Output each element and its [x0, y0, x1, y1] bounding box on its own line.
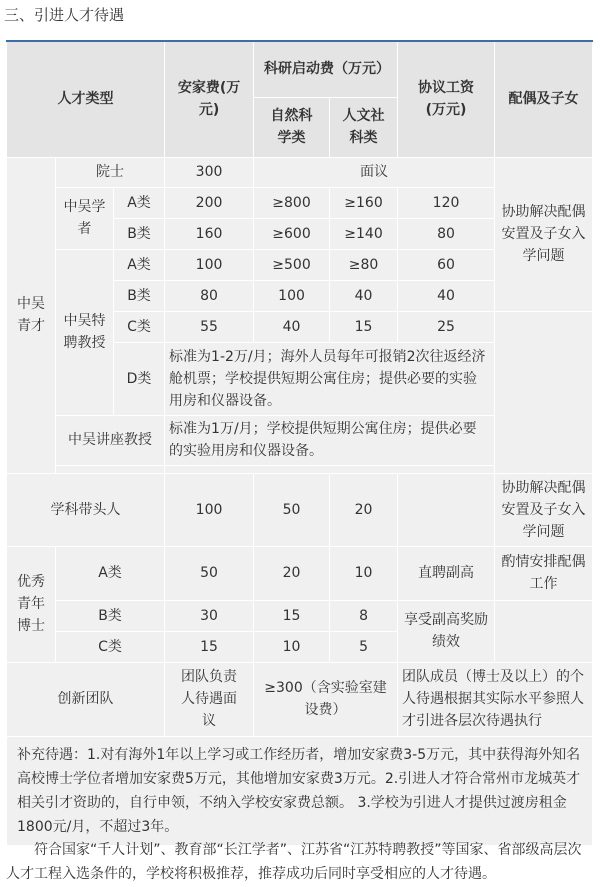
young-c-humanities: 5 [330, 631, 398, 662]
section-heading: 三、引进人才待遇 [4, 6, 125, 24]
young-a-natural: 20 [254, 546, 330, 600]
footer-paragraph: 符合国家“千人计划”、教育部“长江学者”、江苏省“江苏特聘教授”等国家、省部级高层次人才工程入选条件的，学校将积极推荐，推荐成功后同时享受相应的人才待遇。 [6, 842, 582, 882]
header-salary: 协议工资(万元) [398, 41, 495, 157]
header-research-fee: 科研启动费（万元） [254, 41, 398, 97]
young-a-settlement: 50 [165, 546, 254, 600]
benefits-table-container [6, 40, 592, 846]
professor-c-salary: 25 [398, 311, 495, 342]
supplement-note: 补充待遇：1.对有海外1年以上学习或工作经历者，增加安家费3-5万元，其中获得海外知名高校博士学位者增加安家费5万元，其他增加安家费3万元。2.引进人才符合常州市龙城英才相关引才资助的，自行申领，不纳入学校安家费总额。 3.学校为引进人才提供过渡房租金1800元/月，不超过3年。 [7, 736, 593, 845]
young-c-settlement: 15 [165, 631, 254, 662]
spouse-note-1: 协助解决配偶安置及子女入学问题 [495, 157, 593, 311]
professor-b-salary: 40 [398, 280, 495, 311]
young-bc-spouse-empty [495, 600, 593, 662]
discipline-leader-label: 学科带头人 [7, 473, 165, 546]
young-b-settlement: 30 [165, 600, 254, 631]
young-bc-salary: 享受副高奖励绩效 [398, 600, 495, 662]
young-spouse: 酌情安排配偶工作 [495, 546, 593, 600]
team-label: 创新团队 [7, 662, 165, 736]
spacer-left [56, 465, 165, 473]
academician-settlement: 300 [165, 157, 254, 187]
header-natural-science: 自然科学类 [254, 97, 330, 157]
scholar-a-class: A类 [114, 187, 165, 218]
professor-a-salary: 60 [398, 249, 495, 280]
header-humanities: 人文社科类 [330, 97, 398, 157]
professor-c-settlement: 55 [165, 311, 254, 342]
professor-a-humanities: ≥80 [330, 249, 398, 280]
young-a-class: A类 [56, 546, 165, 600]
spouse-empty-cell [495, 311, 593, 473]
spacer-right [165, 465, 495, 473]
scholar-a-settlement: 200 [165, 187, 254, 218]
zhongwu-scholar-label: 中吴学者 [56, 187, 114, 249]
scholar-b-humanities: ≥140 [330, 218, 398, 249]
benefits-table [6, 40, 593, 846]
lecture-professor-text: 标准为1万/月；学校提供短期公寓住房；提供必要的实验用房和仪器设备。 [165, 415, 495, 465]
professor-d-text: 标准为1-2万/月；海外人员每年可报销2次往返经济舱机票；学校提供短期公寓住房；提供必要的实验用房和仪器设备。 [165, 342, 495, 415]
professor-a-class: A类 [114, 249, 165, 280]
young-b-natural: 15 [254, 600, 330, 631]
professor-a-settlement: 100 [165, 249, 254, 280]
young-c-class: C类 [56, 631, 165, 662]
scholar-b-natural: ≥600 [254, 218, 330, 249]
scholar-a-natural: ≥800 [254, 187, 330, 218]
young-a-humanities: 10 [330, 546, 398, 600]
young-c-natural: 10 [254, 631, 330, 662]
header-settlement-fee: 安家费(万元) [165, 41, 254, 157]
professor-b-settlement: 80 [165, 280, 254, 311]
zhongwu-professor-label: 中吴特聘教授 [56, 249, 114, 415]
young-doctor-label: 优秀青年博士 [7, 546, 56, 662]
scholar-b-salary: 80 [398, 218, 495, 249]
professor-a-natural: ≥500 [254, 249, 330, 280]
discipline-leader-settlement: 100 [165, 473, 254, 546]
header-talent-type: 人才类型 [7, 41, 165, 157]
discipline-leader-salary [398, 473, 495, 546]
discipline-leader-humanities: 20 [330, 473, 398, 546]
young-b-class: B类 [56, 600, 165, 631]
zhongwu-qingcai-label: 中吴青才 [7, 157, 56, 473]
scholar-a-humanities: ≥160 [330, 187, 398, 218]
professor-b-class: B类 [114, 280, 165, 311]
discipline-leader-spouse: 协助解决配偶安置及子女入学问题 [495, 473, 593, 546]
team-research: ≥300（含实验室建设费） [254, 662, 398, 736]
professor-d-class: D类 [114, 342, 165, 415]
professor-c-class: C类 [114, 311, 165, 342]
discipline-leader-natural: 50 [254, 473, 330, 546]
young-b-humanities: 8 [330, 600, 398, 631]
professor-b-humanities: 40 [330, 280, 398, 311]
scholar-b-class: B类 [114, 218, 165, 249]
professor-c-natural: 40 [254, 311, 330, 342]
professor-c-humanities: 15 [330, 311, 398, 342]
lecture-professor-label: 中吴讲座教授 [56, 415, 165, 465]
scholar-b-settlement: 160 [165, 218, 254, 249]
professor-b-natural: 100 [254, 280, 330, 311]
scholar-a-salary: 120 [398, 187, 495, 218]
academician-label: 院士 [56, 157, 165, 187]
team-settlement: 团队负责人待遇面议 [165, 662, 254, 736]
academician-research: 面议 [254, 157, 495, 187]
header-spouse: 配偶及子女 [495, 41, 593, 157]
team-salary: 团队成员（博士及以上）的个人待遇根据其实际水平参照人才引进各层次待遇执行 [398, 662, 593, 736]
young-a-salary: 直聘副高 [398, 546, 495, 600]
